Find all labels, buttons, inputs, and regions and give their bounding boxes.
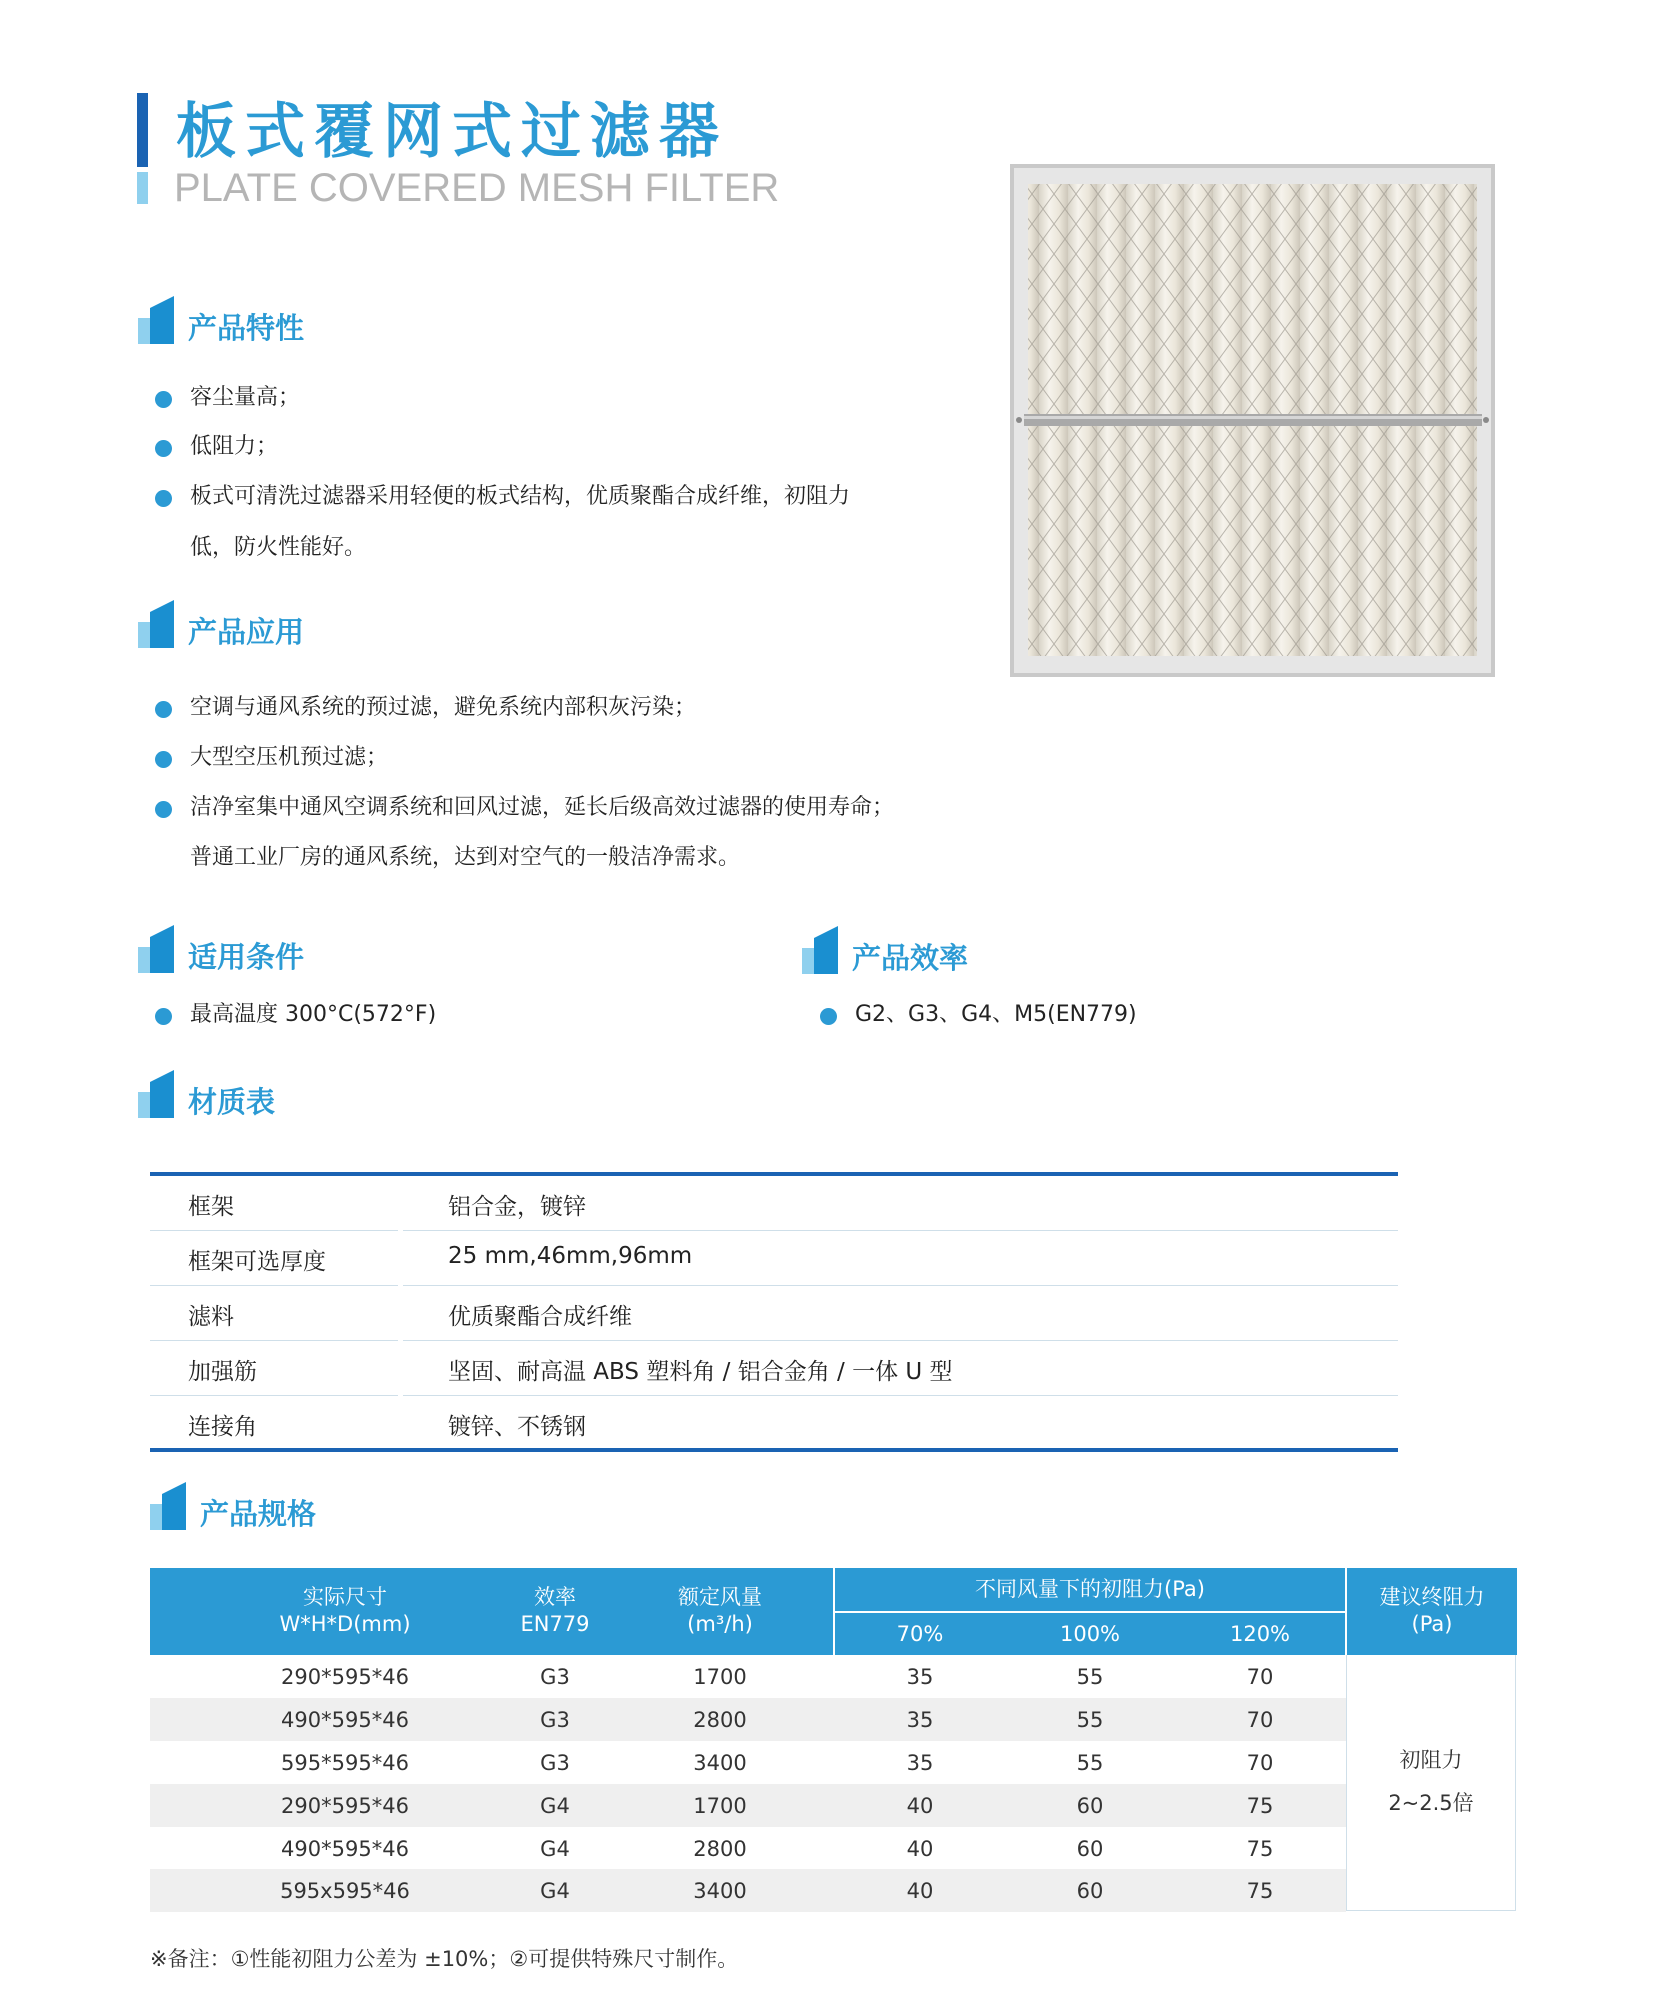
header-p100: 100%	[1059, 1622, 1121, 1646]
final-resistance-value: 初阻力	[1399, 1748, 1463, 1772]
material-value: 优质聚酯合成纤维	[448, 1304, 632, 1330]
table-row: 290*595*46 G4 1700 40 60 75	[150, 1784, 1346, 1827]
table-row	[150, 1396, 1398, 1451]
table-row: 595x595*46 G4 3400 40 60 75	[150, 1869, 1346, 1912]
header-final-resistance: 建议终阻力 (Pa)	[1379, 1585, 1485, 1636]
list-item: 低阻力；	[190, 432, 278, 462]
table-row	[150, 1341, 1398, 1396]
title-accent-bar-light	[137, 172, 148, 204]
section-title: 适用条件	[188, 940, 305, 974]
bullet-icon	[155, 751, 172, 768]
section-bars-icon	[802, 926, 842, 974]
bullet-icon	[155, 801, 172, 818]
section-bars-icon	[150, 1482, 190, 1530]
header-airflow: 额定风量 (m³/h)	[678, 1585, 762, 1636]
spec-table-header	[150, 1568, 1517, 1655]
material-value: 铝合金，镀锌	[448, 1194, 586, 1220]
table-row: 490*595*46 G4 2800 40 60 75	[281, 1837, 1274, 1861]
list-item: 空调与通风系统的预过滤，避免系统内部积灰污染；	[190, 693, 696, 723]
section-title: 产品特性	[188, 311, 305, 345]
page-title: 板式覆网式过滤器	[176, 97, 728, 167]
header-divider	[835, 1611, 1345, 1613]
final-resistance-cell	[1346, 1655, 1516, 1911]
table-row	[150, 1176, 1398, 1231]
bullet-icon	[820, 1008, 837, 1025]
filter-product-image	[1010, 164, 1495, 677]
header-p70: 70%	[896, 1622, 944, 1646]
material-key: 加强筋	[188, 1359, 257, 1385]
list-item: 容尘量高；	[190, 383, 300, 413]
bullet-icon	[155, 701, 172, 718]
table-border-bottom	[150, 1448, 1398, 1452]
material-key: 框架可选厚度	[188, 1249, 326, 1275]
material-key: 连接角	[188, 1414, 257, 1440]
list-item: 大型空压机预过滤；	[190, 743, 388, 773]
header-resistance-group: 不同风量下的初阻力(Pa)	[975, 1577, 1205, 1601]
table-row: 490*595*46 G3 2800 35 55 70	[150, 1698, 1346, 1741]
section-title: 产品效率	[852, 941, 969, 975]
section-bars-icon	[138, 296, 178, 344]
list-item: 最高温度 300°C(572°F)	[190, 1000, 436, 1030]
header-efficiency: 效率 EN779	[520, 1585, 590, 1636]
bullet-icon	[155, 1008, 172, 1025]
material-key: 框架	[188, 1194, 234, 1220]
table-row	[150, 1286, 1398, 1341]
footnote: ※备注：①性能初阻力公差为 ±10%；②可提供特殊尺寸制作。	[150, 1947, 739, 1971]
bullet-icon	[155, 391, 172, 408]
bullet-icon	[155, 490, 172, 507]
section-bars-icon	[138, 1070, 178, 1118]
section-bars-icon	[138, 600, 178, 648]
list-item: 板式可清洗过滤器采用轻便的板式结构，优质聚酯合成纤维，初阻力	[190, 482, 850, 512]
list-item: G2、G3、G4、M5(EN779)	[855, 1000, 1137, 1030]
page-subtitle: PLATE COVERED MESH FILTER	[174, 166, 780, 210]
header-p120: 120%	[1229, 1622, 1291, 1646]
section-bars-icon	[138, 925, 178, 973]
section-title: 材质表	[188, 1085, 276, 1119]
material-value: 25 mm,46mm,96mm	[448, 1243, 693, 1269]
title-accent-bar	[137, 93, 148, 167]
list-item-continuation: 低，防火性能好。	[190, 535, 367, 560]
list-item: 洁净室集中通风空调系统和回风过滤，延长后级高效过滤器的使用寿命；	[190, 793, 894, 823]
table-row: 290*595*46 G3 1700 35 55 70	[281, 1665, 1274, 1689]
list-item-continuation: 普通工业厂房的通风系统，达到对空气的一般洁净需求。	[190, 845, 741, 870]
material-value: 坚固、耐高温 ABS 塑料角 / 铝合金角 / 一体 U 型	[448, 1359, 953, 1385]
section-title: 产品应用	[188, 615, 305, 649]
material-value: 镀锌、不锈钢	[448, 1414, 586, 1440]
table-row	[150, 1231, 1398, 1286]
material-key: 滤料	[188, 1304, 234, 1330]
bullet-icon	[155, 440, 172, 457]
header-size: 实际尺寸 W*H*D(mm)	[279, 1585, 411, 1636]
final-resistance-value: 2~2.5倍	[1388, 1791, 1474, 1815]
table-row: 595*595*46 G3 3400 35 55 70	[281, 1751, 1274, 1775]
section-title: 产品规格	[200, 1497, 317, 1531]
